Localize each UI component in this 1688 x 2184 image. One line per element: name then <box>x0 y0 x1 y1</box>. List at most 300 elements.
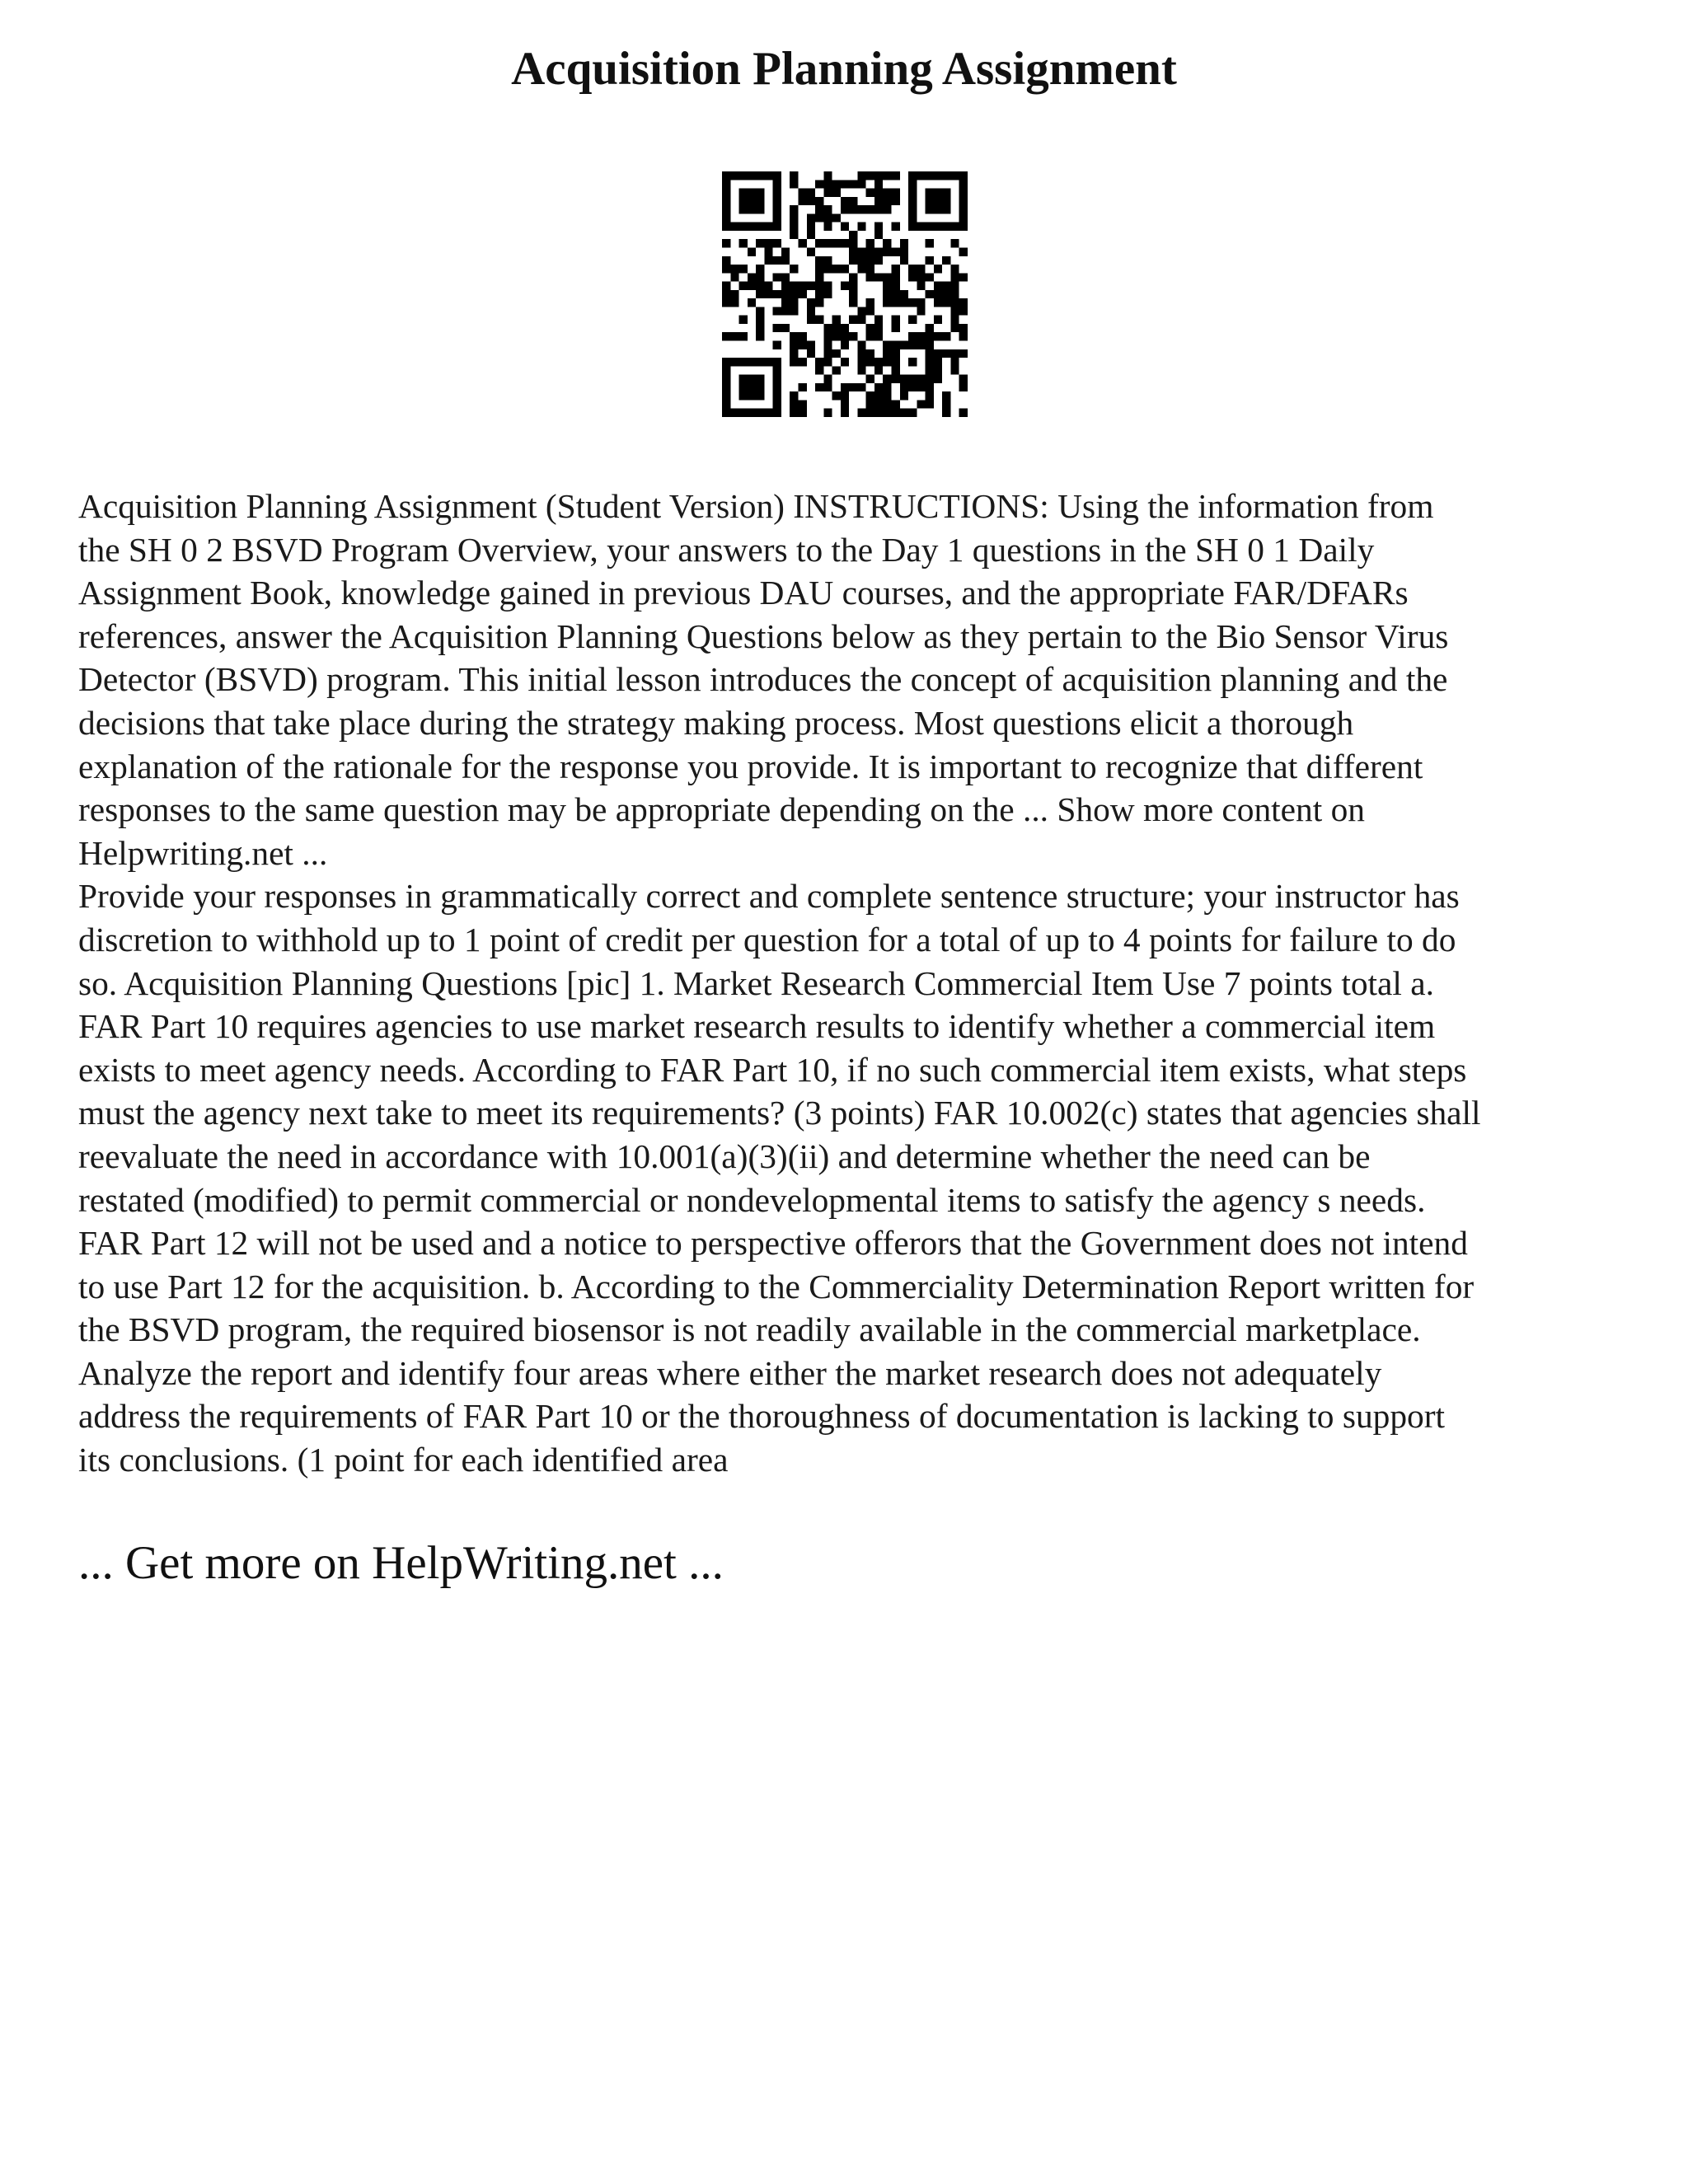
qr-module <box>917 307 925 315</box>
qr-module <box>841 180 849 188</box>
qr-module <box>849 298 857 307</box>
qr-module <box>874 358 883 366</box>
qr-module <box>942 290 950 298</box>
qr-module <box>900 383 908 391</box>
qr-module <box>773 324 781 332</box>
qr-module <box>926 375 934 383</box>
qr-module <box>773 213 781 222</box>
qr-module <box>934 349 942 358</box>
qr-module <box>739 358 748 366</box>
qr-module <box>832 189 841 197</box>
qr-module <box>739 391 748 400</box>
qr-module <box>892 189 900 197</box>
qr-module <box>823 213 832 222</box>
qr-module <box>841 332 849 340</box>
qr-module <box>798 383 806 391</box>
document-title: Acquisition Planning Assignment <box>511 43 1177 95</box>
qr-module <box>959 383 968 391</box>
qr-module <box>807 316 815 324</box>
qr-module <box>883 282 891 290</box>
qr-module <box>764 239 772 247</box>
qr-module <box>892 400 900 408</box>
qr-module <box>892 324 900 332</box>
qr-module <box>942 298 950 307</box>
qr-module <box>815 239 823 247</box>
qr-module <box>900 391 908 400</box>
qr-module <box>883 349 891 358</box>
qr-module <box>892 375 900 383</box>
qr-module <box>841 383 849 391</box>
qr-module <box>748 409 756 417</box>
qr-module <box>756 273 764 281</box>
qr-module <box>841 324 849 332</box>
paragraph-questions: Provide your responses in grammatically correct and complete sentence structure; your instructor has discretion to withhold up to 1 point of credit per question for a total of up to 4 points for failure to do so. Acquisition Planning Questions [pic] 1. Market Research Commercial Item Use 7 points total a. FAR Part 10 requires agencies to use market research results to identify whether a commercial item exists to meet agency needs. According to FAR Part 10, if no such commercial item exists, what steps must the agency next take to meet its requirements? (3 points) FAR 10.002(c) states that agencies shall reevaluate the need in accordance with 10.001(a)(3)(ii) and determine whether the need can be restated (modified) to permit commercial or nondevelopmental items to satisfy the agency s needs. FAR Part 12 will not be used and a notice to perspective offerors that the Government does not intend to use Part 12 for the acquisition. b. According to the Commerciality Determination Report written for the BSVD program, the required biosensor is not readily available in the commercial marketplace. Analyze the report and identify four areas where either the market research does not adequately address the requirements of FAR Part 10 or the thoroughness of documentation is lacking to support its conclusions. (1 point for each identified area <box>78 877 1481 1479</box>
qr-module <box>892 197 900 205</box>
qr-module <box>849 180 857 188</box>
qr-module <box>857 256 865 265</box>
qr-module <box>756 282 764 290</box>
qr-module <box>748 375 756 383</box>
qr-module <box>900 239 908 247</box>
qr-module <box>823 324 832 332</box>
qr-module <box>815 383 823 391</box>
qr-module <box>790 171 798 180</box>
qr-module <box>790 358 798 366</box>
qr-module <box>874 273 883 281</box>
qr-module <box>807 189 815 197</box>
qr-module <box>823 256 832 265</box>
qr-module <box>866 375 874 383</box>
qr-module <box>773 307 781 315</box>
qr-module <box>773 409 781 417</box>
qr-module <box>748 205 756 213</box>
qr-module <box>841 400 849 408</box>
qr-module <box>892 290 900 298</box>
qr-module <box>874 256 883 265</box>
qr-module <box>823 180 832 188</box>
get-more-link[interactable]: ... Get more on HelpWriting.net ... <box>78 1537 724 1589</box>
qr-module <box>823 205 832 213</box>
qr-module <box>926 205 934 213</box>
qr-module <box>773 223 781 231</box>
qr-module <box>790 298 798 307</box>
qr-module <box>841 205 849 213</box>
qr-module <box>739 282 748 290</box>
qr-module <box>823 375 832 383</box>
qr-module <box>917 341 925 349</box>
qr-module <box>722 298 730 307</box>
qr-module <box>849 290 857 298</box>
qr-module <box>883 400 891 408</box>
qr-module <box>756 290 764 298</box>
qr-module <box>892 282 900 290</box>
qr-module <box>722 391 730 400</box>
qr-module <box>773 290 781 298</box>
qr-module <box>942 189 950 197</box>
qr-module <box>739 189 748 197</box>
qr-module <box>926 332 934 340</box>
qr-module <box>841 239 849 247</box>
qr-module <box>883 383 891 391</box>
qr-module <box>722 171 730 180</box>
qr-module <box>866 332 874 340</box>
qr-module <box>874 409 883 417</box>
qr-module <box>807 307 815 315</box>
qr-module <box>874 171 883 180</box>
qr-module <box>866 247 874 255</box>
qr-module <box>849 256 857 265</box>
qr-module <box>926 239 934 247</box>
qr-module <box>849 332 857 340</box>
qr-module <box>823 409 832 417</box>
qr-module <box>874 197 883 205</box>
qr-module <box>798 400 806 408</box>
qr-module <box>739 239 748 247</box>
qr-module <box>832 349 841 358</box>
qr-code-icon[interactable] <box>722 171 968 417</box>
qr-module <box>807 282 815 290</box>
qr-module <box>832 265 841 273</box>
qr-module <box>815 358 823 366</box>
qr-module <box>874 332 883 340</box>
qr-module <box>926 400 934 408</box>
qr-module <box>815 282 823 290</box>
qr-module <box>934 290 942 298</box>
qr-module <box>849 205 857 213</box>
qr-module <box>722 265 730 273</box>
qr-module <box>883 290 891 298</box>
qr-module <box>900 247 908 255</box>
qr-module <box>756 332 764 340</box>
qr-module <box>781 290 790 298</box>
qr-module <box>722 180 730 188</box>
qr-module <box>832 239 841 247</box>
qr-module <box>959 205 968 213</box>
qr-module <box>942 197 950 205</box>
qr-module <box>781 282 790 290</box>
qr-module <box>934 332 942 340</box>
qr-module <box>815 213 823 222</box>
qr-module <box>748 391 756 400</box>
qr-module <box>748 273 756 281</box>
qr-module <box>926 189 934 197</box>
qr-module <box>781 307 790 315</box>
qr-module <box>773 171 781 180</box>
qr-module <box>849 316 857 324</box>
qr-module <box>748 171 756 180</box>
qr-module <box>739 375 748 383</box>
qr-module <box>815 298 823 307</box>
qr-module <box>849 239 857 247</box>
qr-module <box>908 383 917 391</box>
qr-module <box>934 316 942 324</box>
qr-module <box>883 197 891 205</box>
qr-module <box>942 205 950 213</box>
qr-module <box>722 197 730 205</box>
qr-module <box>823 223 832 231</box>
qr-module <box>823 189 832 197</box>
qr-module <box>730 298 738 307</box>
qr-module <box>942 332 950 340</box>
qr-module <box>832 213 841 222</box>
qr-module <box>790 391 798 400</box>
qr-module <box>883 375 891 383</box>
qr-module <box>934 189 942 197</box>
qr-module <box>942 256 950 265</box>
qr-module <box>900 409 908 417</box>
qr-module <box>866 273 874 281</box>
qr-module <box>798 341 806 349</box>
qr-module <box>748 223 756 231</box>
qr-module <box>926 223 934 231</box>
qr-module <box>722 400 730 408</box>
qr-module <box>892 409 900 417</box>
qr-module <box>866 391 874 400</box>
qr-module <box>866 324 874 332</box>
qr-module <box>773 197 781 205</box>
qr-module <box>883 189 891 197</box>
qr-module <box>722 290 730 298</box>
qr-module <box>934 171 942 180</box>
qr-module <box>730 409 738 417</box>
qr-module <box>908 298 917 307</box>
qr-module <box>917 265 925 273</box>
qr-module <box>823 341 832 349</box>
qr-module <box>739 316 748 324</box>
qr-module <box>790 332 798 340</box>
qr-module <box>908 273 917 281</box>
qr-module <box>781 256 790 265</box>
qr-module <box>773 400 781 408</box>
qr-module <box>790 307 798 315</box>
qr-module <box>950 307 959 315</box>
qr-module <box>866 265 874 273</box>
qr-module <box>908 375 917 383</box>
qr-module <box>892 341 900 349</box>
qr-module <box>739 383 748 391</box>
qr-module <box>950 358 959 366</box>
qr-module <box>959 273 968 281</box>
qr-module <box>892 298 900 307</box>
qr-module <box>900 298 908 307</box>
qr-module <box>942 391 950 400</box>
qr-module <box>773 239 781 247</box>
qr-module <box>959 189 968 197</box>
qr-module <box>866 358 874 366</box>
qr-module <box>857 171 865 180</box>
qr-module <box>959 197 968 205</box>
qr-module <box>959 247 968 255</box>
qr-module <box>857 223 865 231</box>
qr-module <box>950 171 959 180</box>
qr-module <box>764 282 772 290</box>
qr-module <box>908 332 917 340</box>
qr-module <box>892 171 900 180</box>
qr-module <box>908 180 917 188</box>
qr-module <box>739 205 748 213</box>
qr-module <box>892 247 900 255</box>
qr-module <box>874 180 883 188</box>
qr-module <box>823 282 832 290</box>
qr-module <box>832 324 841 332</box>
qr-module <box>815 180 823 188</box>
qr-module <box>908 205 917 213</box>
qr-module <box>942 349 950 358</box>
qr-module <box>815 205 823 213</box>
qr-module <box>832 316 841 324</box>
qr-module <box>917 223 925 231</box>
qr-module <box>908 341 917 349</box>
qr-module <box>866 349 874 358</box>
qr-module <box>748 197 756 205</box>
qr-module <box>756 239 764 247</box>
qr-module <box>926 273 934 281</box>
qr-module <box>857 366 865 374</box>
qr-module <box>917 273 925 281</box>
qr-module <box>908 213 917 222</box>
qr-module <box>883 205 891 213</box>
qr-module <box>934 223 942 231</box>
qr-module <box>857 180 865 188</box>
qr-module <box>756 316 764 324</box>
qr-module <box>892 316 900 324</box>
qr-module <box>722 366 730 374</box>
qr-module <box>807 197 815 205</box>
qr-module <box>756 189 764 197</box>
qr-module <box>849 231 857 239</box>
qr-module <box>764 256 772 265</box>
qr-module <box>926 358 934 366</box>
qr-module <box>790 231 798 239</box>
qr-module <box>866 205 874 213</box>
qr-module <box>857 341 865 349</box>
qr-module <box>773 189 781 197</box>
qr-module <box>823 290 832 298</box>
qr-module <box>815 197 823 205</box>
qr-module <box>832 332 841 340</box>
qr-module <box>815 273 823 281</box>
qr-module <box>866 409 874 417</box>
qr-module <box>730 358 738 366</box>
qr-module <box>959 375 968 383</box>
qr-module <box>764 358 772 366</box>
qr-module <box>807 298 815 307</box>
qr-module <box>883 171 891 180</box>
qr-module <box>722 358 730 366</box>
qr-module <box>950 324 959 332</box>
qr-module <box>959 213 968 222</box>
qr-module <box>739 171 748 180</box>
qr-module <box>926 290 934 298</box>
qr-module <box>790 400 798 408</box>
qr-module <box>883 298 891 307</box>
qr-module <box>756 265 764 273</box>
qr-module <box>917 383 925 391</box>
qr-module <box>790 205 798 213</box>
qr-module <box>807 223 815 231</box>
qr-module <box>722 205 730 213</box>
qr-module <box>942 409 950 417</box>
qr-module <box>892 349 900 358</box>
qr-module <box>841 391 849 400</box>
qr-module <box>790 341 798 349</box>
qr-module <box>756 171 764 180</box>
qr-module <box>773 358 781 366</box>
qr-module <box>883 341 891 349</box>
qr-module <box>739 332 748 340</box>
qr-module <box>722 375 730 383</box>
qr-module <box>874 231 883 239</box>
qr-module <box>823 171 832 180</box>
qr-module <box>815 290 823 298</box>
qr-module <box>790 282 798 290</box>
qr-module <box>942 223 950 231</box>
qr-module <box>841 409 849 417</box>
qr-module <box>798 290 806 298</box>
qr-module <box>849 273 857 281</box>
qr-module <box>748 358 756 366</box>
qr-module <box>926 383 934 391</box>
qr-module <box>917 400 925 408</box>
qr-module <box>883 273 891 281</box>
qr-module <box>722 332 730 340</box>
qr-module <box>841 341 849 349</box>
qr-module <box>823 383 832 391</box>
qr-module <box>857 383 865 391</box>
qr-module <box>722 223 730 231</box>
qr-module <box>874 316 883 324</box>
qr-module <box>908 197 917 205</box>
qr-module <box>748 189 756 197</box>
qr-module <box>857 358 865 366</box>
qr-module <box>841 282 849 290</box>
qr-module <box>866 189 874 197</box>
qr-module <box>950 298 959 307</box>
qr-module <box>748 298 756 307</box>
qr-module <box>857 349 865 358</box>
qr-module <box>874 189 883 197</box>
qr-module <box>756 358 764 366</box>
qr-module <box>841 265 849 273</box>
qr-module <box>934 366 942 374</box>
qr-module <box>959 324 968 332</box>
qr-module <box>934 205 942 213</box>
qr-module <box>942 171 950 180</box>
qr-module <box>739 197 748 205</box>
qr-module <box>773 366 781 374</box>
qr-module <box>730 332 738 340</box>
qr-module <box>950 239 959 247</box>
qr-module <box>866 298 874 307</box>
qr-module <box>857 409 865 417</box>
qr-module <box>807 247 815 255</box>
qr-module <box>950 223 959 231</box>
qr-module <box>908 409 917 417</box>
qr-module <box>950 273 959 281</box>
qr-module <box>773 273 781 281</box>
qr-module <box>722 383 730 391</box>
qr-module <box>908 265 917 273</box>
qr-module <box>748 282 756 290</box>
qr-module <box>773 205 781 213</box>
qr-module <box>942 282 950 290</box>
qr-module <box>722 282 730 290</box>
qr-module <box>798 282 806 290</box>
qr-module <box>773 341 781 349</box>
qr-module <box>781 247 790 255</box>
qr-module <box>790 213 798 222</box>
qr-module <box>926 366 934 374</box>
